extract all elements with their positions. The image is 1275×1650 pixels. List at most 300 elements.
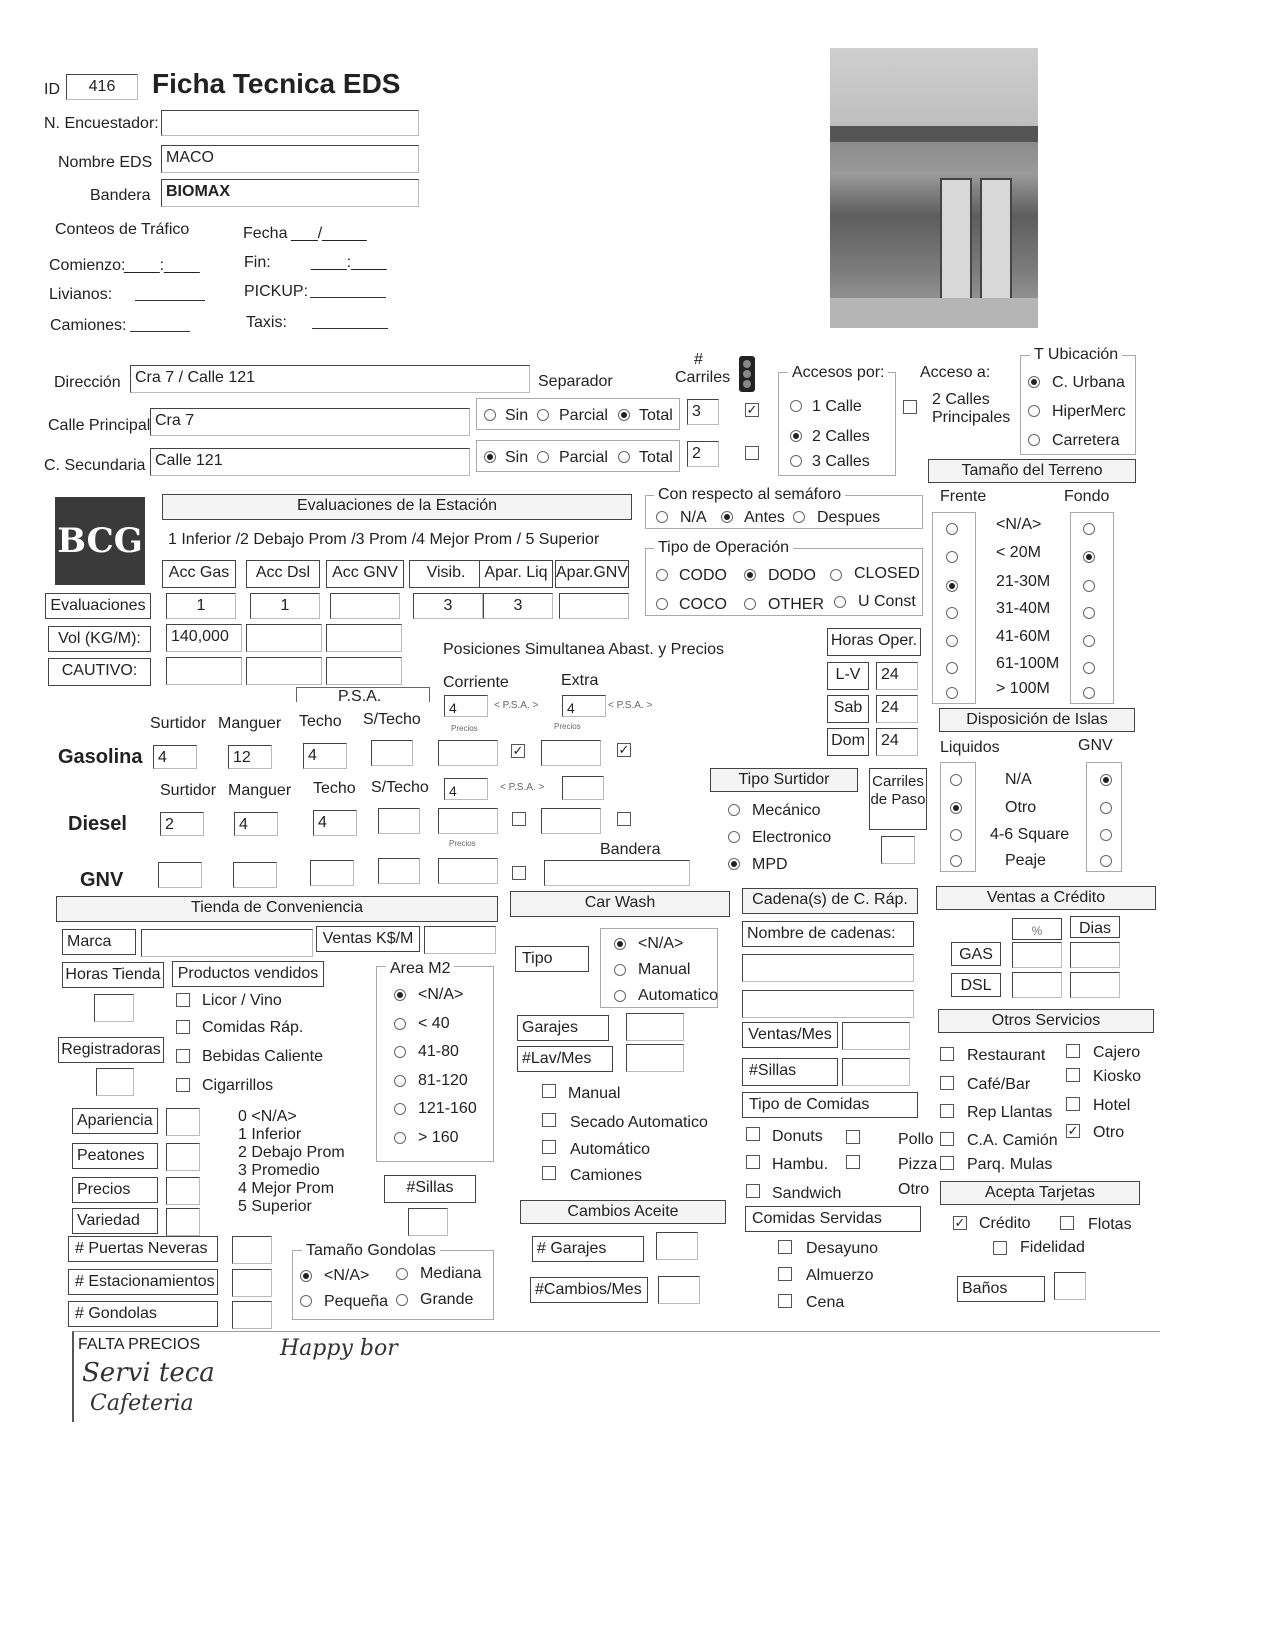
gas-extra-precio[interactable] [541, 740, 601, 766]
islas-liquidos-radio[interactable] [950, 855, 962, 867]
gondola-gra-radio[interactable] [396, 1294, 408, 1306]
tienda-variedad-field[interactable] [166, 1208, 200, 1236]
comienzo-label: Comienzo: [49, 257, 126, 274]
carwash-option-label: Secado Automatico [570, 1114, 708, 1131]
gondola-peq-radio[interactable] [300, 1295, 312, 1307]
gondola-na-label: <N/A> [324, 1267, 370, 1284]
carwash-na-radio[interactable] [614, 938, 626, 950]
comida-check[interactable] [746, 1127, 760, 1141]
psa-label: P.S.A. [338, 688, 382, 705]
terreno-frente-radio[interactable] [946, 687, 958, 699]
otro-servicio-label: Café/Bar [967, 1076, 1031, 1093]
ubicacion-urbana-radio[interactable] [1028, 376, 1040, 388]
servida-label: Desayuno [806, 1240, 879, 1257]
diesel-label: Diesel [68, 813, 127, 835]
servida-label: Cena [806, 1294, 845, 1311]
tienda-header: Tienda de Conveniencia [56, 896, 498, 922]
terreno-frente-radio[interactable] [946, 551, 958, 563]
tarjeta-credito-check[interactable]: ✓ [954, 1215, 966, 1230]
ubicacion-urbana-label: C. Urbana [1052, 374, 1125, 391]
cadena-ventas-label: Ventas/Mes [742, 1022, 838, 1048]
area-option-label: > 160 [418, 1129, 459, 1146]
producto-label: Cigarrillos [202, 1077, 274, 1094]
dsl-manguer-field[interactable]: 4 [234, 812, 278, 836]
cadena-sillas-field[interactable] [842, 1058, 910, 1086]
producto-check[interactable] [176, 1020, 190, 1034]
credito-dsl-pct[interactable] [1012, 972, 1062, 998]
sep2-sin-radio[interactable] [484, 451, 496, 463]
tarjetas-header: Acepta Tarjetas [940, 1181, 1140, 1205]
tarjeta-flotas-check[interactable] [1060, 1216, 1074, 1230]
op-codo-radio[interactable] [656, 569, 668, 581]
dsl-stecho-field[interactable] [378, 808, 420, 834]
puertas-field[interactable] [232, 1236, 272, 1264]
credito-gas-dias[interactable] [1070, 942, 1120, 968]
ubicacion-carretera-radio[interactable] [1028, 434, 1040, 446]
carwash-auto-label: Automatico [638, 987, 719, 1004]
islas-gnv-radio[interactable] [1100, 855, 1112, 867]
ubicacion-title: T Ubicación [1030, 346, 1122, 364]
ubicacion-hiper-label: HiperMerc [1052, 403, 1126, 420]
sep2-parcial-radio[interactable] [537, 451, 549, 463]
credito-gas-pct[interactable] [1012, 942, 1062, 968]
otro-servicio-label: Otro [1093, 1124, 1125, 1141]
islas-gnv-label: GNV [1078, 737, 1113, 754]
credito-dsl-dias[interactable] [1070, 972, 1120, 998]
cadena-nombre-field-2[interactable] [742, 990, 914, 1018]
horas-tienda-label: Horas Tienda [62, 962, 164, 988]
cadena-ventas-field[interactable] [842, 1022, 910, 1050]
eval-value-field[interactable]: 1 [250, 593, 320, 619]
acceso-2calles-label: 2 Calles [812, 428, 870, 445]
sep2-total-label: Total [639, 449, 673, 466]
terreno-fondo-radio[interactable] [1083, 523, 1095, 535]
carwash-auto-radio[interactable] [614, 990, 626, 1002]
terreno-frente-radio[interactable] [946, 607, 958, 619]
tienda-apariencia-label: Apariencia [72, 1108, 158, 1134]
dsl-techo-field[interactable]: 4 [313, 810, 357, 836]
acceso-a-opt1: 2 Calles [932, 391, 990, 408]
area-radio[interactable] [394, 989, 406, 1001]
notes-hand-1: Servi teca [82, 1358, 215, 1388]
estacionamientos-label: # Estacionamientos [68, 1269, 218, 1295]
carwash-manual-label: Manual [638, 961, 691, 978]
horas-dom-label: Dom [827, 728, 869, 756]
posiciones-label: Posiciones Simultanea Abast. y Precios [443, 641, 725, 658]
op-closed-radio[interactable] [830, 569, 842, 581]
tienda-scale-item: 2 Debajo Prom [238, 1144, 345, 1161]
otro-servicio-check[interactable] [940, 1132, 954, 1146]
bandera-field[interactable]: BIOMAX [161, 179, 419, 207]
cautivo-field-2[interactable] [246, 657, 322, 685]
dsl-techo-hdr: Techo [313, 780, 356, 797]
otro-servicio-check[interactable] [940, 1104, 954, 1118]
producto-check[interactable] [176, 1049, 190, 1063]
tienda-scale-item: 0 <N/A> [238, 1108, 297, 1125]
vol-field-2[interactable] [246, 624, 322, 652]
producto-label: Bebidas Caliente [202, 1048, 323, 1065]
marca-field[interactable] [141, 929, 313, 957]
op-dodo-label: DODO [768, 567, 816, 584]
area-option-label: 121-160 [418, 1100, 477, 1117]
secundaria-field[interactable]: Calle 121 [150, 448, 470, 476]
islas-gnv-radio[interactable] [1100, 802, 1112, 814]
otro-servicio-check[interactable] [1066, 1097, 1080, 1111]
terreno-fondo-label: Fondo [1064, 488, 1110, 505]
tienda-peatones-label: Peatones [72, 1143, 158, 1169]
terreno-header: Tamaño del Terreno [928, 459, 1136, 483]
carriles-secundaria-field[interactable]: 2 [687, 441, 719, 467]
sep1-total-radio[interactable] [618, 409, 630, 421]
notes-hand-3: Happy bor [280, 1336, 398, 1361]
islas-gnv-radio[interactable] [1100, 774, 1112, 786]
tienda-scale-item: 3 Promedio [238, 1162, 320, 1179]
sep1-parcial-radio[interactable] [537, 409, 549, 421]
gondola-med-label: Mediana [420, 1265, 482, 1282]
terreno-fondo-radio[interactable] [1083, 580, 1095, 592]
otro-servicio-check[interactable] [940, 1156, 954, 1170]
taxis-line [312, 328, 388, 329]
gnv-bandera-field[interactable] [544, 860, 690, 886]
area-radio[interactable] [394, 1132, 406, 1144]
dsl-corriente-check[interactable] [512, 812, 526, 826]
eval-value-field[interactable]: 3 [413, 593, 483, 619]
eval-value-field[interactable] [330, 593, 400, 619]
aceite-cambios-field[interactable] [658, 1276, 700, 1304]
gnv-surtidor-field[interactable] [158, 862, 202, 888]
eval-col-header: Acc Gas [162, 560, 236, 588]
eval-value-field[interactable] [559, 593, 629, 619]
op-codo-label: CODO [679, 567, 727, 584]
taxis-label: Taxis: [246, 314, 287, 331]
gas-techo-hdr: Techo [299, 713, 342, 730]
otro-servicio-check[interactable] [940, 1076, 954, 1090]
tienda-precios-field[interactable] [166, 1177, 200, 1205]
credito-pct-label: % [1012, 918, 1062, 940]
acceso-3calles-label: 3 Calles [812, 453, 870, 470]
semaforo-despues-radio[interactable] [793, 511, 805, 523]
gas-surtidor-hdr: Surtidor [150, 715, 207, 732]
pickup-line [310, 297, 386, 298]
calle-principal-field[interactable]: Cra 7 [150, 408, 470, 436]
surtidor-mecanico-radio[interactable] [728, 804, 740, 816]
fin-label: Fin: [244, 254, 271, 271]
id-label: ID [44, 81, 60, 98]
dsl-extra-precio[interactable] [541, 808, 601, 834]
secundaria-semaforo-check[interactable] [745, 446, 759, 460]
otro-servicio-check[interactable] [940, 1047, 954, 1061]
servida-check[interactable] [778, 1294, 792, 1308]
comida-check[interactable] [746, 1155, 760, 1169]
carwash-option-label: Manual [568, 1085, 621, 1102]
terreno-option-label: 41-60M [996, 628, 1051, 645]
vol-field-1[interactable]: 140,000 [166, 624, 242, 652]
dsl-extra-check[interactable] [617, 812, 631, 826]
servida-check[interactable] [778, 1267, 792, 1281]
tarjeta-fidelidad-check[interactable] [993, 1241, 1007, 1255]
comida-check[interactable] [746, 1184, 760, 1198]
carwash-option-check[interactable] [542, 1113, 556, 1127]
op-coco-radio[interactable] [656, 598, 668, 610]
producto-check[interactable] [176, 993, 190, 1007]
carriles-hash: # [694, 351, 703, 368]
eval-col-header: Apar. Liq [479, 560, 553, 588]
dsl-psa-arrow: < P.S.A. > [500, 782, 545, 793]
terreno-frente-radio[interactable] [946, 635, 958, 647]
tipo-comidas-label: Tipo de Comidas [742, 1092, 918, 1118]
cadena-nombre-field-1[interactable] [742, 954, 914, 982]
nombre-eds-field[interactable]: MACO [161, 145, 419, 173]
area-radio[interactable] [394, 1075, 406, 1087]
comidas-servidas-label: Comidas Servidas [745, 1206, 921, 1232]
carwash-tipo-label: Tipo [515, 946, 589, 972]
islas-liquidos-radio[interactable] [950, 829, 962, 841]
cadena-header: Cadena(s) de C. Ráp. [742, 888, 918, 914]
surtidor-electronico-radio[interactable] [728, 831, 740, 843]
encuestador-label: N. Encuestador: [44, 115, 159, 132]
terreno-option-label: 31-40M [996, 600, 1051, 617]
ventas-ks-label: Ventas K$/M [316, 926, 420, 952]
tarjeta-flotas-label: Flotas [1088, 1216, 1132, 1233]
horas-sab-field[interactable]: 24 [876, 695, 918, 723]
cautivo-field-1[interactable] [166, 657, 242, 685]
horas-tienda-field[interactable] [94, 994, 134, 1022]
carriles-label: Carriles [675, 369, 731, 386]
dsl-surtidor-field[interactable]: 2 [160, 812, 204, 836]
secundaria-label: C. Secundaria [44, 457, 146, 474]
fecha-label: Fecha [243, 225, 288, 242]
nombre-eds-label: Nombre EDS [58, 154, 153, 171]
gas-extra-check[interactable]: ✓ [618, 742, 630, 757]
tienda-peatones-field[interactable] [166, 1143, 200, 1171]
otro-servicio-check[interactable] [1066, 1044, 1080, 1058]
otro-servicio-check[interactable]: ✓ [1067, 1123, 1079, 1138]
evaluaciones-header: Evaluaciones de la Estación [162, 494, 632, 520]
islas-option-label: Peaje [1005, 852, 1046, 869]
banos-field[interactable] [1054, 1272, 1086, 1300]
terreno-fondo-radio[interactable] [1083, 635, 1095, 647]
acceso-3calles-radio[interactable] [790, 455, 802, 467]
traffic-title: Conteos de Tráfico [55, 221, 190, 238]
terreno-option-label: <N/A> [996, 516, 1042, 533]
acceso-a-check[interactable] [903, 400, 917, 414]
registradoras-field[interactable] [96, 1068, 134, 1096]
gnv-techo-field[interactable] [310, 860, 354, 886]
gas-surtidor-field[interactable]: 4 [153, 745, 197, 769]
terreno-fondo-radio[interactable] [1083, 662, 1095, 674]
otro-servicio-label: Kiosko [1093, 1068, 1142, 1085]
vol-field-3[interactable] [326, 624, 402, 652]
gas-corriente-check[interactable]: ✓ [512, 743, 524, 758]
sep2-total-radio[interactable] [618, 451, 630, 463]
dsl-manguer-hdr: Manguer [228, 782, 292, 799]
op-closed-label: CLOSED [854, 565, 920, 582]
gas-extra-psa[interactable]: 4 [562, 695, 606, 717]
terreno-option-label: 21-30M [996, 573, 1051, 590]
aceite-garajes-label: # Garajes [532, 1236, 644, 1262]
gondola-na-radio[interactable] [300, 1270, 312, 1282]
livianos-label: Livianos: [49, 286, 113, 303]
semaforo-antes-radio[interactable] [721, 511, 733, 523]
surtidor-mpd-radio[interactable] [728, 858, 740, 870]
gas-corriente-psa[interactable]: 4 [444, 695, 488, 717]
tarjeta-fidelidad-label: Fidelidad [1020, 1239, 1085, 1256]
estacionamientos-field[interactable] [232, 1269, 272, 1297]
aceite-header: Cambios Aceite [520, 1200, 726, 1224]
gondola-peq-label: Pequeña [324, 1293, 389, 1310]
islas-liquidos-radio[interactable] [950, 774, 962, 786]
puertas-label: # Puertas Neveras [68, 1236, 218, 1262]
gas-manguer-field[interactable]: 12 [228, 745, 272, 769]
carwash-option-check[interactable] [542, 1166, 556, 1180]
area-option-label: <N/A> [418, 986, 464, 1003]
area-radio[interactable] [394, 1018, 406, 1030]
acceso-1calle-label: 1 Calle [812, 398, 862, 415]
traffic-light-icon [734, 354, 760, 394]
area-title: Area M2 [386, 960, 454, 978]
notes-box[interactable] [72, 1331, 1160, 1422]
horas-dom-field[interactable]: 24 [876, 728, 918, 756]
carriles-principal-field[interactable]: 3 [687, 399, 719, 425]
dsl-stecho-hdr: S/Techo [371, 779, 429, 796]
carwash-option-check[interactable] [542, 1140, 556, 1154]
tienda-scale-item: 4 Mejor Prom [238, 1180, 335, 1197]
islas-option-label: Otro [1005, 799, 1037, 816]
tienda-sillas-label: #Sillas [384, 1175, 476, 1203]
op-other-label: OTHER [768, 596, 824, 613]
carwash-option-label: Camiones [570, 1167, 643, 1184]
sep1-sin-radio[interactable] [484, 409, 496, 421]
comida-check[interactable] [846, 1130, 860, 1144]
eval-value-field[interactable]: 3 [483, 593, 553, 619]
gnv-precio-field[interactable] [438, 858, 498, 884]
carwash-lav-field[interactable] [626, 1044, 684, 1072]
gondola-size-title: Tamaño Gondolas [302, 1242, 440, 1260]
dsl-corriente-precio[interactable] [438, 808, 498, 834]
otro-servicio-label: Parq. Mulas [967, 1156, 1053, 1173]
otro-servicio-check[interactable] [1066, 1068, 1080, 1082]
gas-techo-field[interactable]: 4 [303, 743, 347, 769]
gas-corriente-precio[interactable] [438, 740, 498, 766]
carwash-na-label: <N/A> [638, 935, 684, 952]
evaluaciones-row-label: Evaluaciones [45, 593, 151, 619]
horas-lv-field[interactable]: 24 [876, 662, 918, 690]
ventas-ks-field[interactable] [424, 926, 496, 954]
gnv-manguer-field[interactable] [233, 862, 277, 888]
banos-label: Baños [957, 1276, 1045, 1302]
cautivo-field-3[interactable] [326, 657, 402, 685]
islas-liquidos-label: Liquidos [940, 739, 1000, 756]
op-uconst-radio[interactable] [834, 596, 846, 608]
bandera-label: Bandera [90, 187, 151, 204]
semaforo-antes-label: Antes [744, 509, 785, 526]
dsl-precios: Precios [449, 839, 476, 848]
islas-header: Disposición de Islas [939, 708, 1135, 732]
semaforo-na-radio[interactable] [656, 511, 668, 523]
carwash-manual-radio[interactable] [614, 964, 626, 976]
eval-col-header: Apar.GNV [555, 560, 629, 588]
page-title: Ficha Tecnica EDS [152, 68, 401, 99]
horas-oper-header: Horas Oper. [827, 628, 921, 656]
gnv-check[interactable] [512, 866, 526, 880]
eval-col-header: Acc Dsl [246, 560, 320, 588]
eval-col-header: Acc GNV [326, 560, 404, 588]
ubicacion-carretera-label: Carretera [1052, 432, 1120, 449]
gondola-med-radio[interactable] [396, 1268, 408, 1280]
gondola-gra-label: Grande [420, 1291, 474, 1308]
corriente-label: Corriente [443, 674, 509, 691]
gondolas-field[interactable] [232, 1301, 272, 1329]
carwash-option-label: Automático [570, 1141, 651, 1158]
comida-label: Pizza [898, 1156, 938, 1173]
credito-header: Ventas a Crédito [936, 886, 1156, 910]
accesos-title: Accesos por: [788, 364, 888, 382]
terreno-frente-radio[interactable] [946, 662, 958, 674]
tienda-apariencia-field[interactable] [166, 1108, 200, 1136]
aceite-garajes-field[interactable] [656, 1232, 698, 1260]
camiones-label: Camiones: [50, 317, 127, 334]
gas-stecho-field[interactable] [371, 740, 413, 766]
id-field[interactable]: 416 [66, 74, 138, 100]
comienzo-blank: ____:____ [124, 257, 200, 274]
area-radio[interactable] [394, 1103, 406, 1115]
otro-servicio-label: Cajero [1093, 1044, 1141, 1061]
dsl-psa-field[interactable]: 4 [444, 778, 488, 800]
gnv-label: GNV [80, 869, 124, 891]
notes-hand-2: Cafeteria [90, 1391, 194, 1416]
terreno-frente-radio[interactable] [946, 523, 958, 535]
terreno-fondo-radio[interactable] [1083, 607, 1095, 619]
carwash-option-check[interactable] [542, 1084, 556, 1098]
carwash-garajes-field[interactable] [626, 1013, 684, 1041]
surtidor-electronico-label: Electronico [752, 829, 832, 846]
acceso-2calles-radio[interactable] [790, 430, 802, 442]
direccion-field[interactable]: Cra 7 / Calle 121 [130, 365, 530, 393]
terreno-fondo-radio[interactable] [1083, 687, 1095, 699]
horas-sab-label: Sab [827, 695, 869, 723]
otro-servicio-label: Hotel [1093, 1097, 1131, 1114]
ubicacion-hiper-radio[interactable] [1028, 405, 1040, 417]
dsl-psa-extra[interactable] [562, 776, 604, 800]
horas-lv-label: L-V [827, 662, 869, 690]
otro-servicio-label: C.A. Camión [967, 1132, 1058, 1149]
islas-gnv-radio[interactable] [1100, 829, 1112, 841]
encuestador-field[interactable] [161, 110, 419, 136]
op-other-radio[interactable] [744, 598, 756, 610]
principal-semaforo-check[interactable]: ✓ [746, 402, 758, 417]
carriles-paso-field[interactable] [881, 836, 915, 864]
tienda-sillas-field[interactable] [408, 1208, 448, 1236]
tienda-variedad-label: Variedad [72, 1208, 158, 1234]
terreno-option-label: < 20M [996, 544, 1041, 561]
otros-header: Otros Servicios [938, 1009, 1154, 1033]
gondolas-label: # Gondolas [68, 1301, 218, 1327]
terreno-frente-radio[interactable] [946, 580, 958, 592]
area-radio[interactable] [394, 1046, 406, 1058]
producto-check[interactable] [176, 1078, 190, 1092]
islas-liquidos-radio[interactable] [950, 802, 962, 814]
sep2-parcial-label: Parcial [559, 449, 608, 466]
gnv-stecho-field[interactable] [378, 858, 420, 884]
servida-check[interactable] [778, 1240, 792, 1254]
gnv-bandera-label: Bandera [600, 841, 661, 858]
eval-value-field[interactable]: 1 [166, 593, 236, 619]
comida-check[interactable] [846, 1155, 860, 1169]
terreno-fondo-radio[interactable] [1083, 551, 1095, 563]
acceso-1calle-radio[interactable] [790, 400, 802, 412]
op-dodo-radio[interactable] [744, 569, 756, 581]
comida-label: Donuts [772, 1128, 823, 1145]
